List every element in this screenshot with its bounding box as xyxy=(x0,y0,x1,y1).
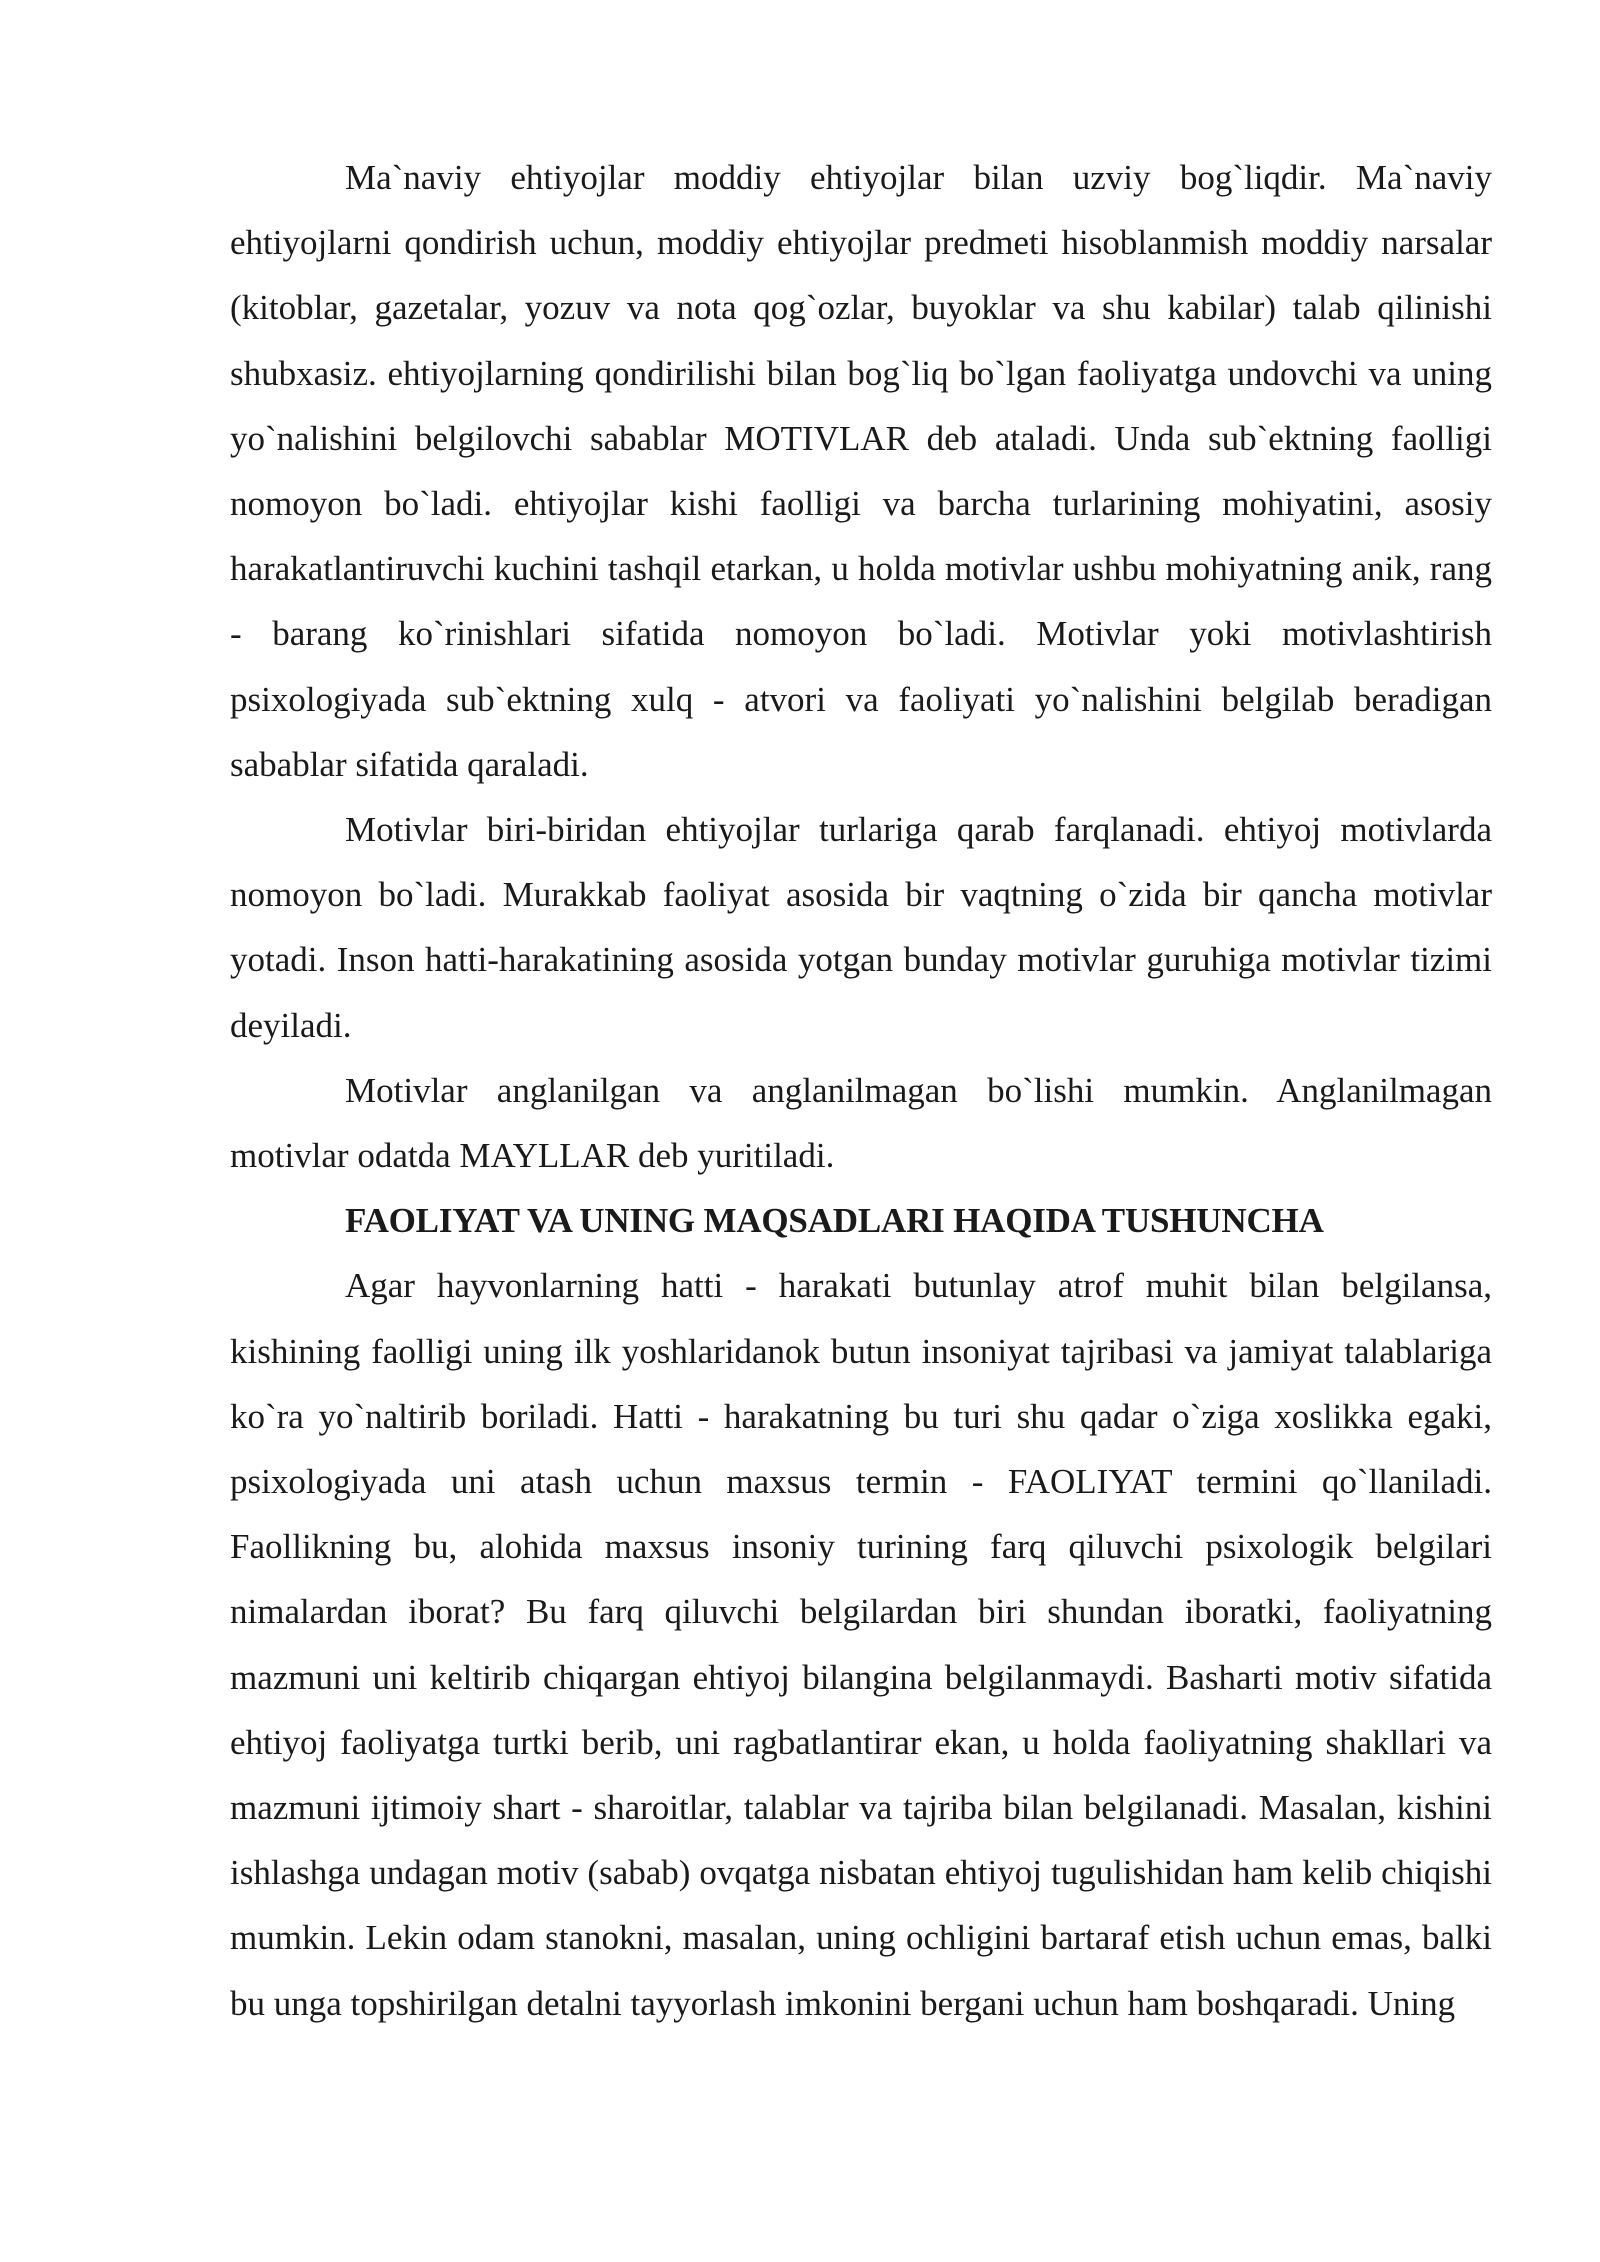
section-heading: FAOLIYAT VA UNING MAQSADLARI HAQIDA TUSHUNCHA xyxy=(345,1201,1324,1241)
paragraph-motive-types: Motivlar biri-biridan ehtiyojlar turlariga qarab farqlanadi. ehtiyoj motivlarda nomoyon bo`ladi. Murakkab faoliyat asosida bir vaqtning o`zida bir qancha motivlar yotadi. Inson hatti-harakatining asosida yotgan bunday motivlar guruhiga motivlar tizimi deyiladi. xyxy=(230,810,1492,1045)
document-body xyxy=(230,145,1492,2036)
paragraph-conscious-motives: Motivlar anglanilgan va anglanilmagan bo`lishi mumkin. Anglanilmagan motivlar odatda MAYLLAR deb yuritiladi. xyxy=(230,1070,1492,1176)
paragraph-activity: Agar hayvonlarning hatti - harakati butunlay atrof muhit bilan belgilansa, kishining faolligi uning ilk yoshlaridanok butun insoniyat tajribasi va jamiyat talablariga ko`ra yo`naltirib boriladi. Hatti - harakatning bu turi shu qadar o`ziga xoslikka egaki, psixologiyada uni atash uchun maxsus termin - FAOLIYAT termini qo`llaniladi. Faollikning bu, alohida maxsus insoniy turining farq qiluvchi psixologik belgilari nimalardan iborat? Bu farq qiluvchi belgilardan biri shundan iboratki, faoliyatning mazmuni uni keltirib chiqargan ehtiyoj bilangina belgilanmaydi. Basharti motiv sifatida ehtiyoj faoliyatga turtki berib, uni ragbatlantirar ekan, u holda faoliyatning shakllari va mazmuni ijtimoiy shart - sharoitlar, talablar va tajriba bilan belgilanadi. Masalan, kishini ishlashga undagan motiv (sabab) ovqatga nisbatan ehtiyoj tugulishidan ham kelib chiqishi mumkin. Lekin odam stanokni, masalan, uning ochligini bartaraf etish uchun emas, balki bu unga topshirilgan detalni tayyorlash imkonini bergani uchun ham boshqaradi. Uning xyxy=(230,1266,1492,2023)
paragraph-spiritual-needs: Ma`naviy ehtiyojlar moddiy ehtiyojlar bilan uzviy bog`liqdir. Ma`naviy ehtiyojlarni qondirish uchun, moddiy ehtiyojlar predmeti hisoblanmish moddiy narsalar (kitoblar, gazetalar, yozuv va nota qog`ozlar, buyoklar va shu kabilar) talab qilinishi shubxasiz. ehtiyojlarning qondirilishi bilan bog`liq bo`lgan faoliyatga undovchi va uning yo`nalishini belgilovchi sabablar MOTIVLAR deb ataladi. Unda sub`ektning faolligi nomoyon bo`ladi. ehtiyojlar kishi faolligi va barcha turlarining mohiyatini, asosiy harakatlantiruvchi kuchini tashqil etarkan, u holda motivlar ushbu mohiyatning anik, rang - barang ko`rinishlari sifatida nomoyon bo`ladi. Motivlar yoki motivlashtirish psixologiyada sub`ektning xulq - atvori va faoliyati yo`nalishini belgilab beradigan sabablar sifatida qaraladi. xyxy=(230,158,1492,784)
